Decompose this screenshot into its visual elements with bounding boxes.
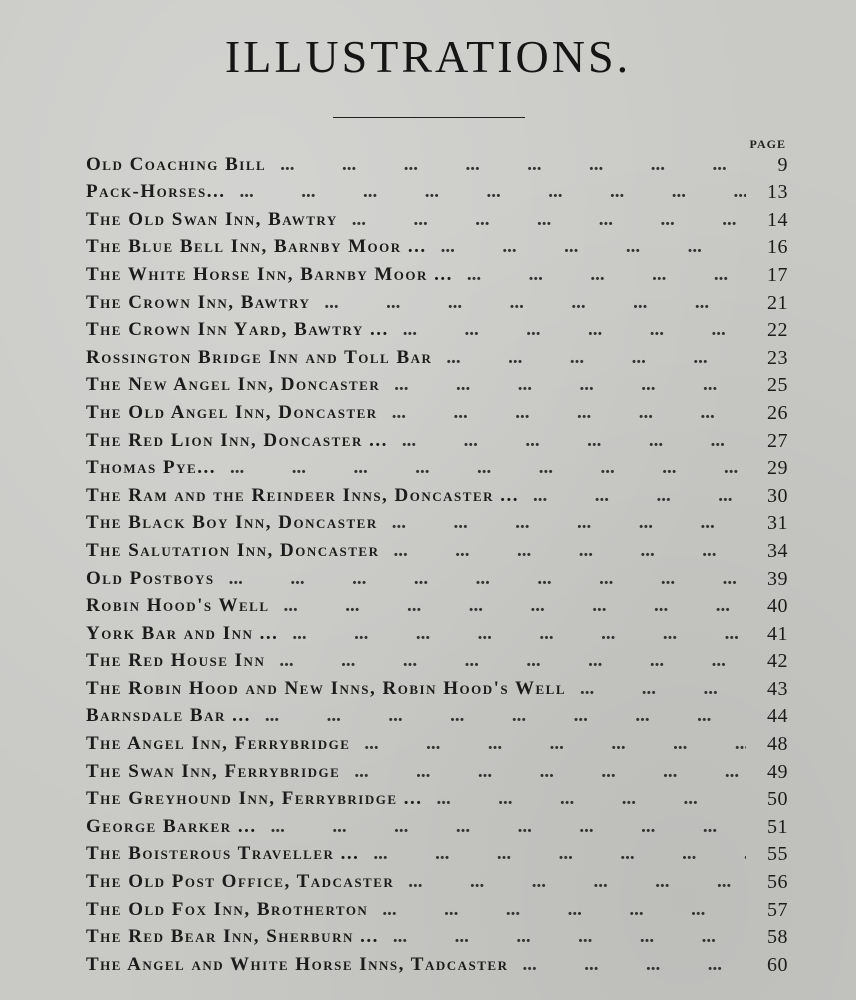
- entry-page: 17: [767, 263, 788, 286]
- dot-leader: [229, 568, 746, 592]
- list-item: [86, 674, 788, 702]
- list-item: [86, 454, 788, 482]
- list-item: [86, 205, 788, 233]
- dot-leader: [402, 430, 746, 454]
- entry-page: 40: [767, 595, 788, 618]
- list-item: [86, 564, 788, 592]
- entry-title: Pack-Horses...: [86, 181, 226, 203]
- entry-page: 21: [767, 291, 788, 314]
- entry-title: George Barker ...: [86, 815, 257, 837]
- entry-page: 41: [767, 622, 788, 645]
- entry-title: The Red Lion Inn, Doncaster ...: [86, 429, 388, 451]
- list-item: [86, 316, 788, 344]
- entry-page: 30: [767, 484, 788, 507]
- entry-title: Barnsdale Bar ...: [86, 705, 251, 727]
- dot-leader: [352, 209, 746, 233]
- list-item: [86, 371, 788, 399]
- dot-leader: [393, 926, 746, 950]
- list-item: [86, 757, 788, 785]
- entry-page: 42: [767, 650, 788, 673]
- dot-leader: [292, 623, 746, 647]
- entry-title: Rossington Bridge Inn and Toll Bar: [86, 346, 433, 368]
- dot-leader: [392, 402, 746, 426]
- dot-leader: [279, 650, 746, 674]
- list-item: [86, 895, 788, 923]
- entry-page: 60: [767, 953, 788, 976]
- entry-page: 27: [767, 429, 788, 452]
- dot-leader: [265, 705, 746, 729]
- list-item: [86, 702, 788, 730]
- list-item: [86, 867, 788, 895]
- list-item: [86, 729, 788, 757]
- list-item: [86, 592, 788, 620]
- dot-leader: [393, 540, 746, 564]
- entry-page: 58: [767, 926, 788, 949]
- dot-leader: [394, 374, 746, 398]
- entry-page: 50: [767, 788, 788, 811]
- dot-leader: [280, 154, 746, 178]
- title-rule: [333, 117, 525, 118]
- entry-page: 16: [767, 236, 788, 259]
- entry-page: 39: [767, 567, 788, 590]
- entry-page: 23: [767, 346, 788, 369]
- dot-leader: [533, 485, 746, 509]
- list-item: [86, 481, 788, 509]
- entry-page: 51: [767, 815, 788, 838]
- entry-title: The Swan Inn, Ferrybridge: [86, 760, 341, 782]
- entry-title: The Red House Inn: [86, 650, 266, 672]
- entry-page: 22: [767, 319, 788, 342]
- entry-title: Robin Hood's Well: [86, 595, 270, 617]
- entry-page: 57: [767, 898, 788, 921]
- entry-page: 56: [767, 871, 788, 894]
- illustration-list: [86, 150, 788, 978]
- dot-leader: [441, 236, 746, 260]
- entry-title: The New Angel Inn, Doncaster: [86, 374, 381, 396]
- dot-leader: [230, 457, 746, 481]
- list-item: [86, 260, 788, 288]
- dot-leader: [373, 843, 746, 867]
- list-item: [86, 150, 788, 178]
- dot-leader: [437, 788, 746, 812]
- dot-leader: [324, 292, 746, 316]
- list-item: [86, 343, 788, 371]
- entry-title: The Greyhound Inn, Ferrybridge ...: [86, 788, 423, 810]
- dot-leader: [392, 512, 746, 536]
- entry-title: The Blue Bell Inn, Barnby Moor ...: [86, 236, 427, 258]
- list-item: [86, 812, 788, 840]
- entry-title: The Robin Hood and New Inns, Robin Hood's Well: [86, 677, 567, 699]
- entry-title: The Boisterous Traveller ...: [86, 843, 360, 865]
- entry-title: Old Postboys: [86, 567, 215, 589]
- entry-page: 9: [777, 153, 788, 176]
- entry-page: 26: [767, 401, 788, 424]
- entry-title: Old Coaching Bill: [86, 153, 267, 175]
- dot-leader: [382, 899, 746, 923]
- entry-page: 44: [767, 705, 788, 728]
- entry-page: 13: [767, 181, 788, 204]
- entry-page: 31: [767, 512, 788, 535]
- dot-leader: [408, 871, 746, 895]
- entry-page: 55: [767, 843, 788, 866]
- list-item: [86, 950, 788, 978]
- list-item: [86, 647, 788, 675]
- entry-page: 43: [767, 677, 788, 700]
- entry-page: 48: [767, 733, 788, 756]
- list-item: [86, 923, 788, 951]
- list-item: [86, 840, 788, 868]
- entry-title: The Crown Inn, Bawtry: [86, 291, 311, 313]
- list-item: [86, 619, 788, 647]
- entry-title: The Old Angel Inn, Doncaster: [86, 401, 378, 423]
- dot-leader: [271, 816, 746, 840]
- list-item: [86, 178, 788, 206]
- dot-leader: [364, 733, 746, 757]
- entry-page: 49: [767, 760, 788, 783]
- list-item: [86, 288, 788, 316]
- dot-leader: [446, 347, 746, 371]
- dot-leader: [284, 595, 746, 619]
- page-column-header: PAGE: [749, 137, 786, 151]
- entry-title: The Black Boy Inn, Doncaster: [86, 512, 378, 534]
- dot-leader: [354, 761, 746, 785]
- dot-leader: [522, 954, 746, 978]
- dot-leader: [580, 678, 746, 702]
- dot-leader: [403, 319, 746, 343]
- list-item: [86, 536, 788, 564]
- entry-page: 34: [767, 539, 788, 562]
- list-item: [86, 426, 788, 454]
- entry-page: 29: [767, 457, 788, 480]
- entry-title: The Red Bear Inn, Sherburn ...: [86, 926, 379, 948]
- entry-title: The Salutation Inn, Doncaster: [86, 539, 380, 561]
- list-item: [86, 233, 788, 261]
- entry-title: The White Horse Inn, Barnby Moor ...: [86, 263, 453, 285]
- entry-title: The Ram and the Reindeer Inns, Doncaster ...: [86, 484, 520, 506]
- entry-title: The Angel and White Horse Inns, Tadcaster: [86, 953, 509, 975]
- dot-leader: [467, 264, 746, 288]
- list-item: [86, 785, 788, 813]
- dot-leader: [239, 181, 746, 205]
- entry-title: The Old Swan Inn, Bawtry: [86, 208, 338, 230]
- entry-page: 14: [767, 208, 788, 231]
- entry-title: The Crown Inn Yard, Bawtry ...: [86, 319, 389, 341]
- entry-title: Thomas Pye...: [86, 457, 216, 479]
- list-item: [86, 398, 788, 426]
- entry-page: 25: [767, 374, 788, 397]
- entry-title: The Old Post Office, Tadcaster: [86, 871, 395, 893]
- entry-title: York Bar and Inn ...: [86, 622, 279, 644]
- page-title: ILLUSTRATIONS.: [224, 31, 632, 82]
- list-item: [86, 509, 788, 537]
- entry-title: The Old Fox Inn, Brotherton: [86, 898, 369, 920]
- entry-title: The Angel Inn, Ferrybridge: [86, 733, 351, 755]
